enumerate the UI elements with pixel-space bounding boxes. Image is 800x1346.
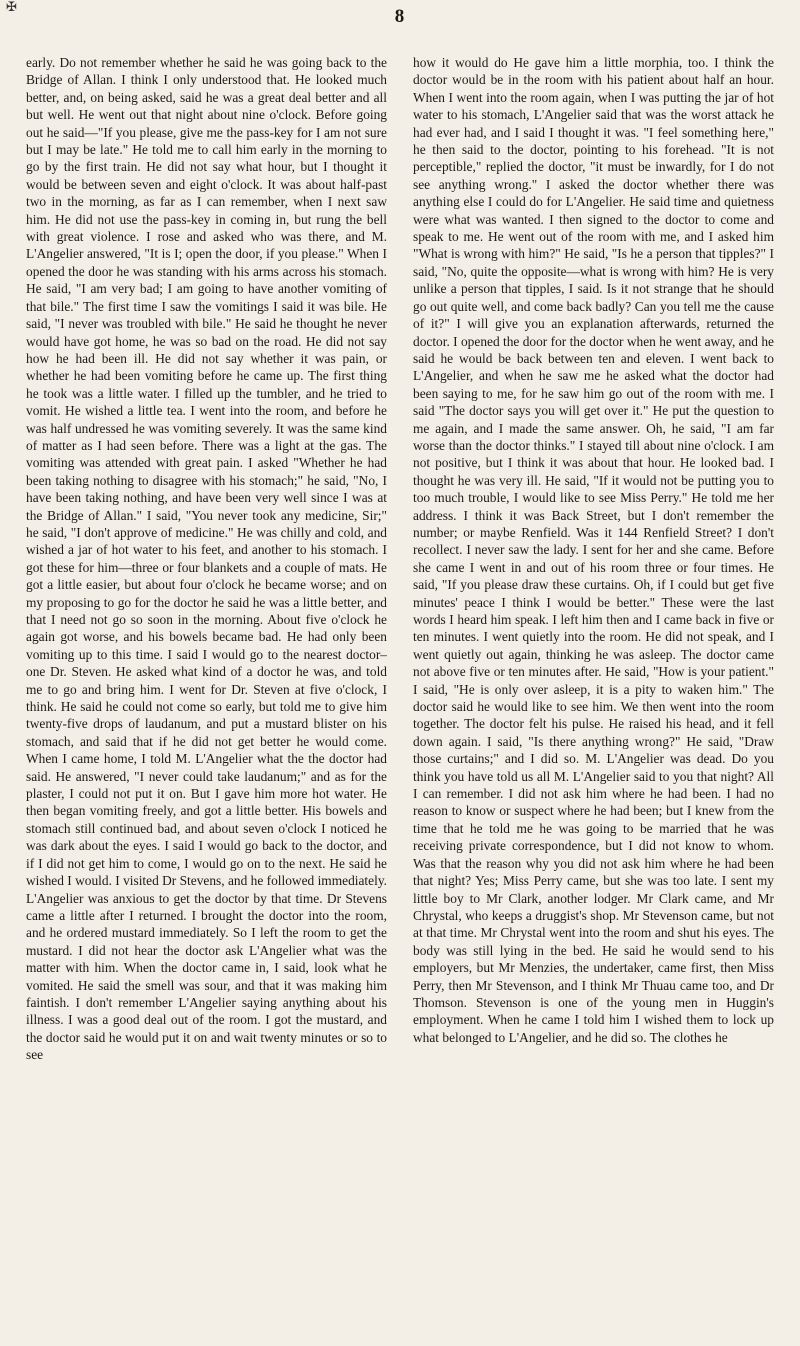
left-column-text: early. Do not remember whether he said he was going back to the Bridge of Allan. I think I only understood that. He looked much better, and, on being asked, said he was a great deal better and all but well. He went out that night about nine o'clock. Before going out he said—"If you please, give me the pass-key for I am not sure but I may be late." He told me to call him early in the morning to go by the first train. He did not say what hour, but I thought it would be between seven and eight o'clock. It was about half-past two in the morning, as far as I can remember, when I next saw him. He did not use the pass-key in coming in, but rung the bell with great violence. I rose and asked who was there, and M. L'Angelier answered, "It is I; open the door, if you please." When I opened the door he was standing with his arms across his stomach. He said, "I am very bad; I am going to have another vomiting of that bile." The first time I saw the vomitings I said it was bile. He said, "I never was troubled with bile." He said he thought he never would have got home, he was so bad on the road. He did not say how he had been ill. He did not say whether it was pain, or whether he had been vomiting before he came up. The first thing he took was a little water. I filled up the tumbler, and he tried to vomit. He wished a little tea. I went into the room, and before he was half undressed he was vomiting severely. It was the same kind of matter as I had seen before. There was a light at the gas. The vomiting was attended with great pain. I asked "Whether he had been taking nothing to disagree with his stomach;" he said, "No, I have been taking nothing, and have been very well since I was at the Bridge of Allan." I said, "You never took any medicine, Sir;" he said, "I don't approve of medicine." He was chilly and cold, and wished a jar of hot water to his feet, and another to his stomach. I got these for him—three or four blankets and a couple of mats. He got a little easier, but about four o'clock he became worse; and on my proposing to go for the doctor he said he was a little better, and that I need not go so soon in the morning. About five o'clock he again got worse, and his bowels became bad. He had only been vomiting up to this time. I said I would go to the nearest doctor–one Dr. Steven. He asked what kind of a doctor he was, and told me to go and bring him. I went for Dr. Steven at five o'clock, I think. He said he could not come so early, but told me to give him twenty-five drops of laudanum, and put a mustard blister on his stomach, and said that if he did not get better he would come. When I came home, I told M. L'Angelier what the the doctor had said. He answered, "I never could take laudanum;" and as for the plaster, I could not put it on. But I gave him more hot water. He then began vomiting freely, and got a little better. His bowels and stomach still continued bad, and about seven o'clock I noticed he was dark about the eyes. I said I would go back to the doctor, and if I did not get him to come, I would go on to the next. He said he wished I would. I visited Dr Stevens, and he followed immediately. L'Angelier was anxious to get the doctor by that time. Dr Stevens came a little after I returned. I brought the doctor into the room, and he ordered mustard immediately. So I left the room to get the mustard. I did not hear the doctor ask L'Angelier what was the matter with him. When the doctor came in, I said, look what he vomited. He said the smell was sour, and that it was making him faintish. I don't remember L'Angelier saying anything about his illness. I was a good deal out of the room. I got the mustard, and the doctor said he would put it on and wait twenty minutes or so to see	[26, 55, 387, 1063]
corner-mark: ✠	[6, 0, 17, 14]
right-column	[413, 54, 774, 1338]
page-number: 8	[394, 6, 406, 27]
text-columns	[26, 54, 774, 1338]
right-column-text: how it would do He gave him a little morphia, too. I think the doctor would be in the room with his patient about half an hour. When I went into the room again, when I was putting the jar of hot water to his stomach, L'Angelier said that was the worst attack he had ever had, and I said I thought it was. "I feel something here," he then said to the doctor, pointing to his forehead. "It is not perceptible," replied the doctor, "it must be inwardly, for I do not see anything wrong." I asked the doctor whether there was anything else I could do for L'Angelier. He said time and quietness were what was wanted. I then signed to the doctor to come and speak to me. He went out of the room with me, and I asked him "What is wrong with him?" He said, "Is he a person that tipples?" I said, "No, quite the opposite—what is wrong with him? He is very unlike a person that tipples, I said. Is it not strange that he should go out quite well, and come back badly? Can you tell me the cause of it?" I will give you an explanation afterwards, returned the doctor. I opened the door for the doctor when he went away, and he said he would be back between ten and eleven. I went back to L'Angelier, and when he saw me he asked what the doctor had been saying to me, for he saw him go out of the room with me. I said "The doctor says you will get over it." He put the question to me again, and I made the same answer. Oh, he said, "I am far worse than the doctor thinks." I stayed till about nine o'clock. I am not positive, but I think it was about that hour. He looked bad. I thought he was very ill. He said, "If it would not be putting you to too much trouble, I would like to see Miss Perry." He told me her address. I think it was Back Street, but I don't remember the number; or maybe Renfield. Was it 144 Renfield Street? I don't recollect. I never saw the lady. I sent for her and she came. Before she came I went in and out of his room three or four times. He said, "If you please draw these curtains. Oh, if I could but get five minutes' peace I think I would be better." These were the last words I heard him speak. I left him then and I came back in five or ten minutes. I went quietly into the room. He did not speak, and I went quietly out again, thinking he was asleep. The doctor came not above five or ten minutes after. He said, "How is your patient." I said, "He is only over asleep, it is a pity to waken him." The doctor said he would like to see him. We then went into the room together. The doctor felt his pulse. He raised his head, and it fell down again. I said, "Is there anything wrong?" He said, "Draw those curtains;" and I did so. M. L'Angelier was dead. Do you think you have told us all M. L'Angelier said to you that night? All I can remember. I did not ask him where he had been. I had no reason to know or suspect where he had been; but I knew from the time that he told me he was going to be married that he was receiving private correspondence, but I did not know to whom. Was that the reason why you did not ask him where he had been that night? Yes; Miss Perry came, but she was too late. I sent my little boy to Mr Clark, another lodger. Mr Clark came, and Mr Chrystal, who keeps a druggist's shop. Mr Stevenson came, but not at that time. Mr Chrystal went into the room and shut his eyes. The body was still lying in the bed. He said he would send to his employers, but Mr Menzies, the undertaker, came first, then Miss Perry, then Mr Stevenson, and I think Mr Thuau came too, and Dr Thomson. Stevenson is one of the young men in Huggin's employment. When he came I told him I wished them to lock up what belonged to L'Angelier, and he did so. The clothes he	[413, 55, 774, 1045]
left-column	[26, 54, 387, 1338]
